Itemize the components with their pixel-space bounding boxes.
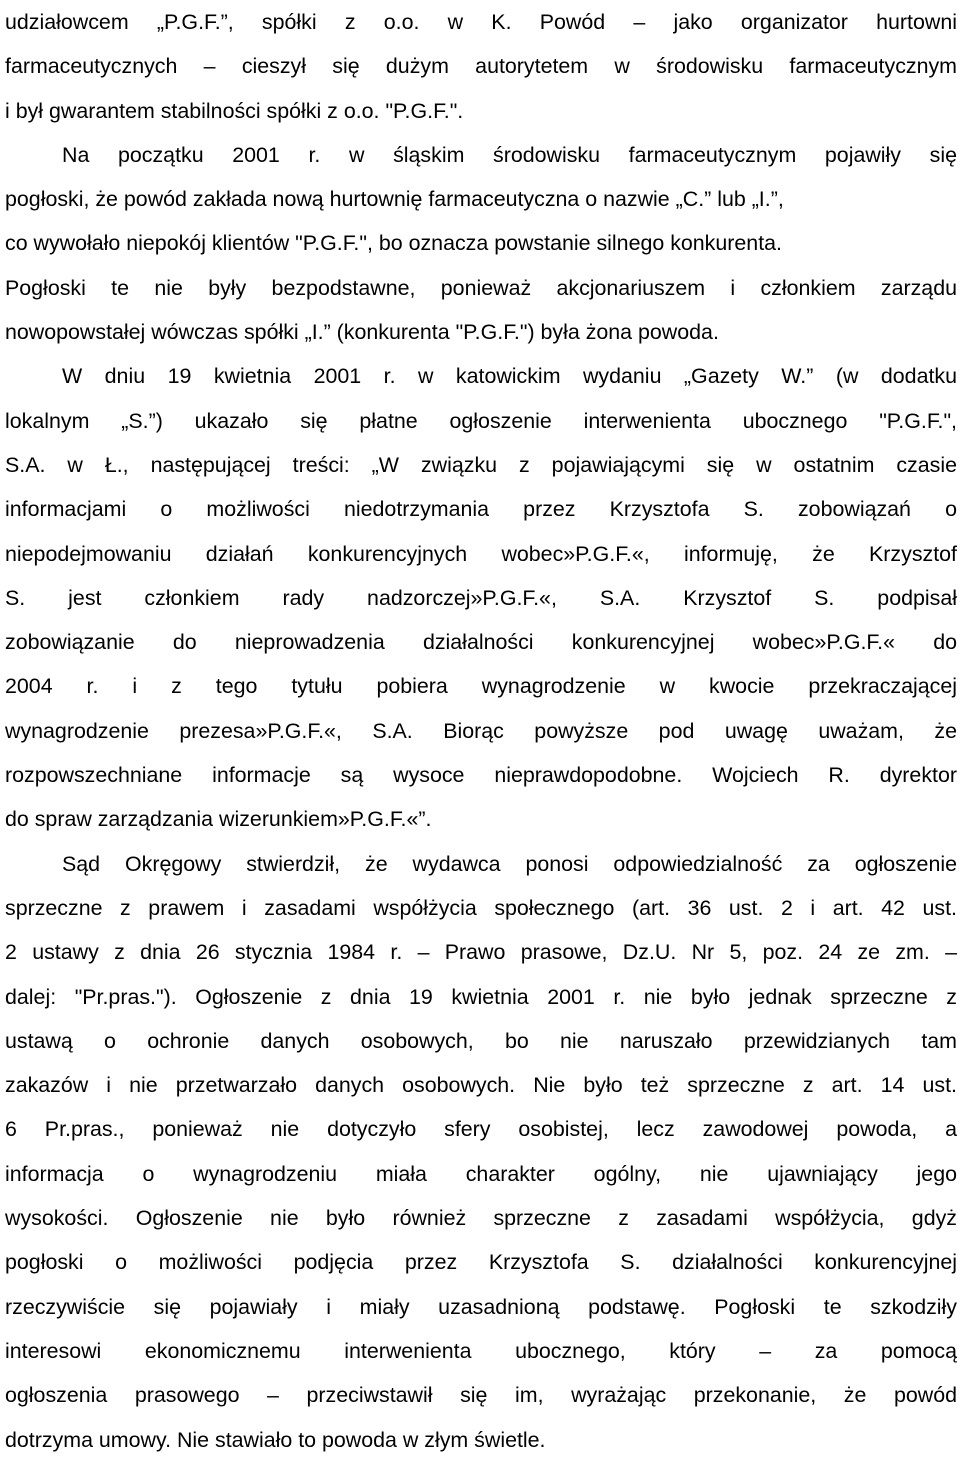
text-line: i był gwarantem stabilności spółki z o.o. "P.G.F.". [5,98,464,123]
text-line: dotrzyma umowy. Nie stawiało to powoda w złym świetle. [5,1427,546,1452]
text-line: zobowiązanie do nieprowadzenia działalności konkurencyjnej wobec»P.G.F.« do [5,630,957,655]
text-line: 2004 r. i z tego tytułu pobiera wynagrodzenie w kwocie przekraczającej [5,674,957,699]
text-line: sprzeczne z prawem i zasadami współżycia społecznego (art. 36 ust. 2 i art. 42 ust. [5,895,957,920]
text-line: ogłoszenia prasowego – przeciwstawił się im, wyrażając przekonanie, że powód [5,1383,957,1408]
text-line: S.A. w Ł., następującej treści: „W związku z pojawiającymi się w ostatnim czasie [5,452,957,477]
document-page [5,0,957,1462]
text-line: zakazów i nie przetwarzało danych osobowych. Nie było też sprzeczne z art. 14 ust. [5,1073,957,1098]
text-line: farmaceutycznych – cieszył się dużym autorytetem w środowisku farmaceutycznym [5,54,957,79]
text-line: S. jest członkiem rady nadzorczej»P.G.F.«, S.A. Krzysztof S. podpisał [5,585,957,610]
text-line: informacja o wynagrodzeniu miała charakter ogólny, nie ujawniający jego [5,1161,957,1186]
text-line: 6 Pr.pras., ponieważ nie dotyczyło sfery osobistej, lecz zawodowej powoda, a [5,1117,957,1142]
text-line: co wywołało niepokój klientów "P.G.F.", bo oznacza powstanie silnego konkurenta. [5,231,782,256]
text-line: nowopowstałej wówczas spółki „I.” (konkurenta "P.G.F.") była żona powoda. [5,320,719,345]
text-line: dalej: "Pr.pras."). Ogłoszenie z dnia 19 kwietnia 2001 r. nie było jednak sprzeczne z [5,984,957,1009]
text-line: wysokości. Ogłoszenie nie było również sprzeczne z zasadami współżycia, gdyż [5,1206,957,1231]
text-line: 2 ustawy z dnia 26 stycznia 1984 r. – Prawo prasowe, Dz.U. Nr 5, poz. 24 ze zm. – [5,940,957,965]
text-line: udziałowcem „P.G.F.”, spółki z o.o. w K. Powód – jako organizator hurtowni [5,10,957,34]
text-line: rzeczywiście się pojawiały i miały uzasadnioną podstawę. Pogłoski te szkodziły [5,1294,957,1319]
text-line: interesowi ekonomicznemu interwenienta ubocznego, który – za pomocą [5,1338,957,1363]
text-line: wynagrodzenie prezesa»P.G.F.«, S.A. Biorąc powyższe pod uwagę uważam, że [5,718,957,743]
text-line: Pogłoski te nie były bezpodstawne, ponieważ akcjonariuszem i członkiem zarządu [5,275,957,300]
text-line: pogłoski, że powód zakłada nową hurtownię farmaceutyczna o nazwie „C.” lub „I.”, [5,187,784,212]
text-line: do spraw zarządzania wizerunkiem»P.G.F.«”. [5,807,432,832]
text-line: Na początku 2001 r. w śląskim środowisku farmaceutycznym pojawiły się [62,142,957,167]
text-line: ustawą o ochronie danych osobowych, bo nie naruszało przewidzianych tam [5,1028,957,1053]
text-line: niepodejmowaniu działań konkurencyjnych wobec»P.G.F.«, informuję, że Krzysztof [5,541,957,566]
text-line: Sąd Okręgowy stwierdził, że wydawca ponosi odpowiedzialność za ogłoszenie [62,851,957,876]
text-line: rozpowszechniane informacje są wysoce nieprawdopodobne. Wojciech R. dyrektor [5,763,957,788]
text-line: W dniu 19 kwietnia 2001 r. w katowickim wydaniu „Gazety W.” (w dodatku [62,364,957,389]
text-line: lokalnym „S.”) ukazało się płatne ogłoszenie interwenienta ubocznego "P.G.F.", [5,408,957,433]
text-line: pogłoski o możliwości podjęcia przez Krzysztofa S. działalności konkurencyjnej [5,1250,957,1275]
text-line: informacjami o możliwości niedotrzymania przez Krzysztofa S. zobowiązań o [5,497,957,522]
